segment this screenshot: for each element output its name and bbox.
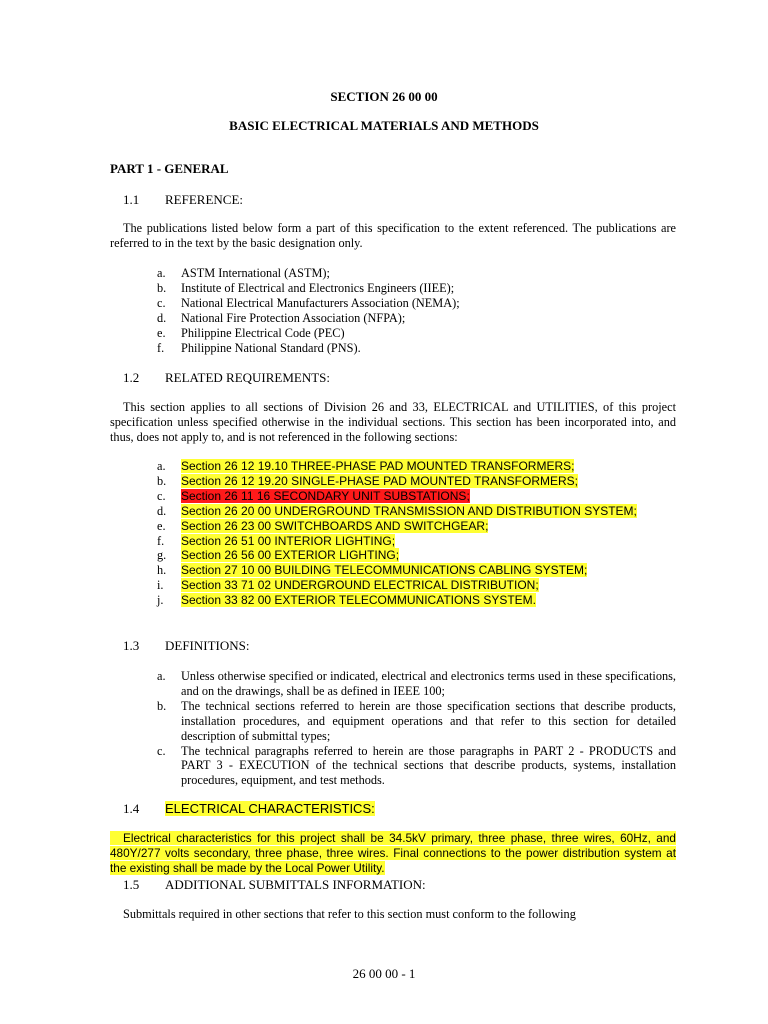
heading-title: DEFINITIONS:	[165, 638, 250, 653]
list-letter: d.	[157, 310, 167, 325]
list-letter: a.	[157, 669, 166, 683]
list-letter: j.	[157, 593, 164, 608]
list-item	[157, 519, 676, 534]
list-letter: i.	[157, 578, 164, 593]
list-text: National Fire Protection Association (NFPA);	[181, 310, 406, 325]
related-sections-list	[157, 459, 676, 608]
heading-1-5	[123, 877, 426, 893]
list-item	[157, 341, 676, 356]
list-item	[157, 281, 676, 296]
list-item	[157, 593, 676, 608]
heading-1-2	[123, 370, 330, 386]
list-text: Section 33 71 02 UNDERGROUND ELECTRICAL DISTRIBUTION;	[181, 578, 539, 593]
list-item	[157, 744, 676, 789]
heading-number: 1.2	[123, 370, 140, 385]
list-text: Philippine Electrical Code (PEC)	[181, 325, 345, 340]
list-letter: c.	[157, 743, 166, 758]
list-letter: b.	[157, 280, 167, 295]
heading-number: 1.4	[123, 801, 140, 816]
heading-number: 1.3	[123, 638, 140, 653]
paragraph-submittals	[110, 907, 676, 922]
list-item	[157, 266, 676, 281]
page-footer: 26 00 00 - 1	[352, 966, 416, 981]
reference-list	[157, 266, 676, 355]
heading-1-1	[123, 192, 243, 208]
heading-number: 1.5	[123, 877, 140, 892]
heading-title: RELATED REQUIREMENTS:	[165, 370, 331, 385]
paragraph-reference	[110, 221, 676, 251]
list-item	[157, 489, 676, 504]
list-letter: b.	[157, 473, 167, 488]
paragraph-electrical-characteristics	[110, 831, 676, 876]
list-letter: d.	[157, 503, 167, 518]
list-letter: a.	[157, 266, 166, 280]
list-item	[157, 699, 676, 744]
list-text: Section 26 12 19.10 THREE-PHASE PAD MOUNTED TRANSFORMERS;	[181, 459, 575, 473]
list-item	[157, 563, 676, 578]
list-item	[157, 311, 676, 326]
heading-title: REFERENCE:	[165, 192, 244, 207]
list-letter: e.	[157, 325, 166, 340]
list-letter: a.	[157, 459, 166, 473]
list-text: Unless otherwise specified or indicated, electrical and electronics terms used in these specifications, and on the drawings, shall be as defined in IEEE 100;	[181, 669, 676, 698]
list-text: Philippine National Standard (PNS).	[181, 340, 361, 355]
list-item	[157, 548, 676, 563]
list-letter: e.	[157, 518, 166, 533]
list-letter: c.	[157, 488, 166, 503]
list-text: Section 26 12 19.20 SINGLE-PHASE PAD MOUNTED TRANSFORMERS;	[181, 473, 579, 488]
heading-title: ADDITIONAL SUBMITTALS INFORMATION:	[165, 877, 426, 892]
definitions-list	[157, 669, 676, 788]
list-letter: b.	[157, 698, 167, 713]
paragraph-text: Electrical characteristics for this project shall be 34.5kV primary, three phase, three wires, 60Hz, and 480Y/277 volts secondary, three phase, three wires. Final connections to the power distribution system at the existing shall be made by the Local Power Utility.	[110, 831, 676, 875]
paragraph-text: The publications listed below form a part of this specification to the extent referenced. The publications are referred to in the text by the basic designation only.	[110, 221, 676, 250]
list-text: Institute of Electrical and Electronics Engineers (IIEE);	[181, 280, 455, 295]
list-item	[157, 669, 676, 699]
paragraph-text: This section applies to all sections of Division 26 and 33, ELECTRICAL and UTILITIES, of this project specification unless specified otherwise in the individual sections. This section has been incorporated into, and thus, does not apply to, and is not referenced in the following sections:	[110, 400, 676, 444]
part-title: PART 1 - GENERAL	[110, 161, 229, 176]
list-text: The technical paragraphs referred to herein are those paragraphs in PART 2 - PRODUCTS and PART 3 - EXECUTION of the technical sections that describe products, systems, installation procedures, equipment, and test methods.	[181, 743, 676, 788]
paragraph-text: Submittals required in other sections that refer to this section must conform to the following	[123, 907, 576, 921]
list-text: Section 26 20 00 UNDERGROUND TRANSMISSION AND DISTRIBUTION SYSTEM;	[181, 503, 637, 518]
list-letter: h.	[157, 563, 167, 578]
paragraph-related	[110, 400, 676, 445]
list-item	[157, 326, 676, 341]
heading-1-3	[123, 638, 250, 654]
list-item	[157, 459, 676, 474]
list-item	[157, 474, 676, 489]
section-subtitle: BASIC ELECTRICAL MATERIALS AND METHODS	[229, 118, 539, 133]
list-text: The technical sections referred to herein are those specification sections that describe products, installation procedures, and equipment operations and that refer to this section for detailed description of submittal types;	[181, 698, 676, 743]
list-text: Section 26 23 00 SWITCHBOARDS AND SWITCHGEAR;	[181, 518, 489, 533]
list-item	[157, 534, 676, 549]
list-letter: f.	[157, 340, 165, 355]
list-letter: g.	[157, 548, 167, 563]
list-text: Section 33 82 00 EXTERIOR TELECOMMUNICATIONS SYSTEM.	[181, 593, 536, 608]
list-text: Section 26 51 00 INTERIOR LIGHTING;	[181, 533, 396, 548]
list-letter: f.	[157, 533, 165, 548]
list-text: Section 26 11 16 SECONDARY UNIT SUBSTATIONS;	[181, 488, 470, 503]
heading-title: ELECTRICAL CHARACTERISTICS:	[165, 801, 375, 816]
list-text: Section 27 10 00 BUILDING TELECOMMUNICATIONS CABLING SYSTEM;	[181, 563, 588, 578]
section-title: SECTION 26 00 00	[330, 89, 438, 104]
list-letter: c.	[157, 295, 166, 310]
list-text: National Electrical Manufacturers Association (NEMA);	[181, 295, 460, 310]
list-item	[157, 578, 676, 593]
heading-1-4	[123, 801, 375, 817]
heading-number: 1.1	[123, 192, 140, 207]
list-text: ASTM International (ASTM);	[181, 266, 330, 280]
list-item	[157, 296, 676, 311]
list-text: Section 26 56 00 EXTERIOR LIGHTING;	[181, 548, 400, 563]
list-item	[157, 504, 676, 519]
